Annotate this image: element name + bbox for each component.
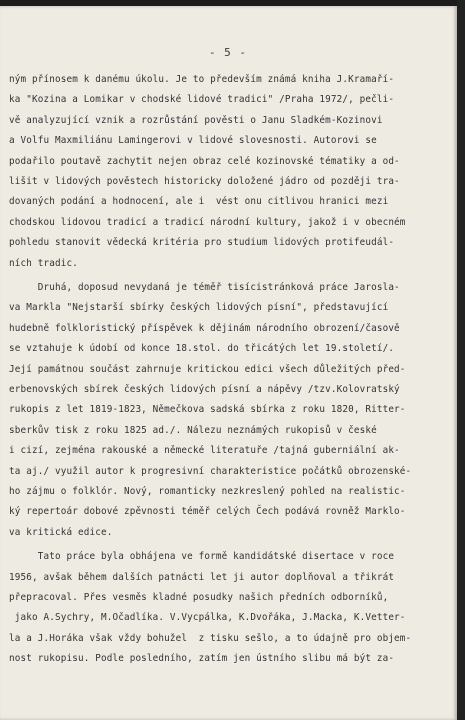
body-text	[0, 6, 457, 720]
text-line: 1956, avšak během dalších patnácti let ji autor doplňoval a třikrát	[9, 571, 395, 583]
document-page	[0, 6, 457, 720]
text-line: vě analyzující vznik a rozrůstání pověsti o Janu Sladkém-Kozinovi	[9, 114, 383, 126]
text-line: erbenovských sbírek českých lidových písní a nápěvy /tzv.Kolovratský	[9, 384, 400, 395]
text-line: Její památnou součást zahrnuje kritickou edici všech důležitých před-	[9, 363, 406, 375]
text-line: la a J.Horáka však vždy bohužel z tisku sešlo, a to údajně pro objem-	[9, 632, 412, 644]
text-line: va Markla "Nejstarší sbírky českých lidových písní", představující	[9, 302, 389, 314]
text-line: a Volfu Maxmiliánu Lamingerovi v lidové slovesnosti. Autorovi se	[9, 135, 377, 147]
text-line: va kritická edice.	[9, 526, 113, 538]
text-line: se vztahuje k údobí od konce 18.stol. do třicátých let 19.století/.	[9, 343, 395, 355]
text-line: ho zájmu o folklór. Nový, romanticky nezkreslený pohled na realistic-	[9, 486, 406, 497]
text-line: ka "Kozina a Lomikar v chodské lidové tradici" /Praha 1972/, pečli-	[9, 94, 395, 106]
scan-right-edge	[457, 0, 465, 720]
text-line: jako A.Sychry, M.Očadlíka. V.Vycpálka, K.Dvořáka, J.Macka, K.Vetter-	[9, 612, 406, 624]
text-line: ních tradic.	[9, 257, 78, 269]
text-line: nost rukopisu. Podle posledního, zatím jen ústního slibu má být za-	[9, 653, 395, 665]
text-line: lišit v lidových pověstech historicky doložené jádro od později tra-	[9, 176, 400, 187]
text-line: chodskou lidovou tradicí a tradicí národní kultury, jakož i v obecném	[9, 216, 406, 228]
text-line: pohledu stanovit vědecká kritéria pro studium lidových protifeudál-	[9, 237, 395, 249]
text-line: podařilo poutavě zachytit nejen obraz celé kozinovské tématiky a od-	[9, 155, 400, 167]
text-line: i cizí, zejména rakouské a německé literatuře /tajná guberniální ak-	[9, 445, 400, 457]
text-line: přepracoval. Přes vesměs kladné posudky našich předních odborníků,	[9, 592, 389, 603]
text-line: sberkův tisk z roku 1825 ad./. Nálezu neznámých rukopisů v české	[9, 424, 377, 436]
text-line: ným přínosem k danému úkolu. Je to především známá kniha J.Kramaří-	[9, 74, 395, 85]
text-line: dovaných podání a hodnocení, ale i vést onu citlivou hranici mezi	[9, 196, 389, 208]
text-line: Tato práce byla obhájena ve formě kandidátské disertace v roce	[9, 551, 395, 563]
text-line: ký repertoár dobové zpěvnosti téměř celých Čech podává rovněž Marklo-	[9, 506, 406, 518]
text-line: Druhá, doposud nevydaná je téměř tisícistránková práce Jarosla-	[9, 282, 400, 293]
text-line: ta aj./ využil autor k progresivní charakteristice počátků obrozenské-	[9, 465, 412, 477]
page-number: - 5 -	[208, 46, 248, 59]
text-line: hudebně folkloristický příspěvek k dějinám národního obrození/časově	[9, 322, 400, 334]
text-line: rukopis z let 1819-1823, Němečkova sadská sbírka z roku 1820, Ritter-	[9, 404, 406, 416]
